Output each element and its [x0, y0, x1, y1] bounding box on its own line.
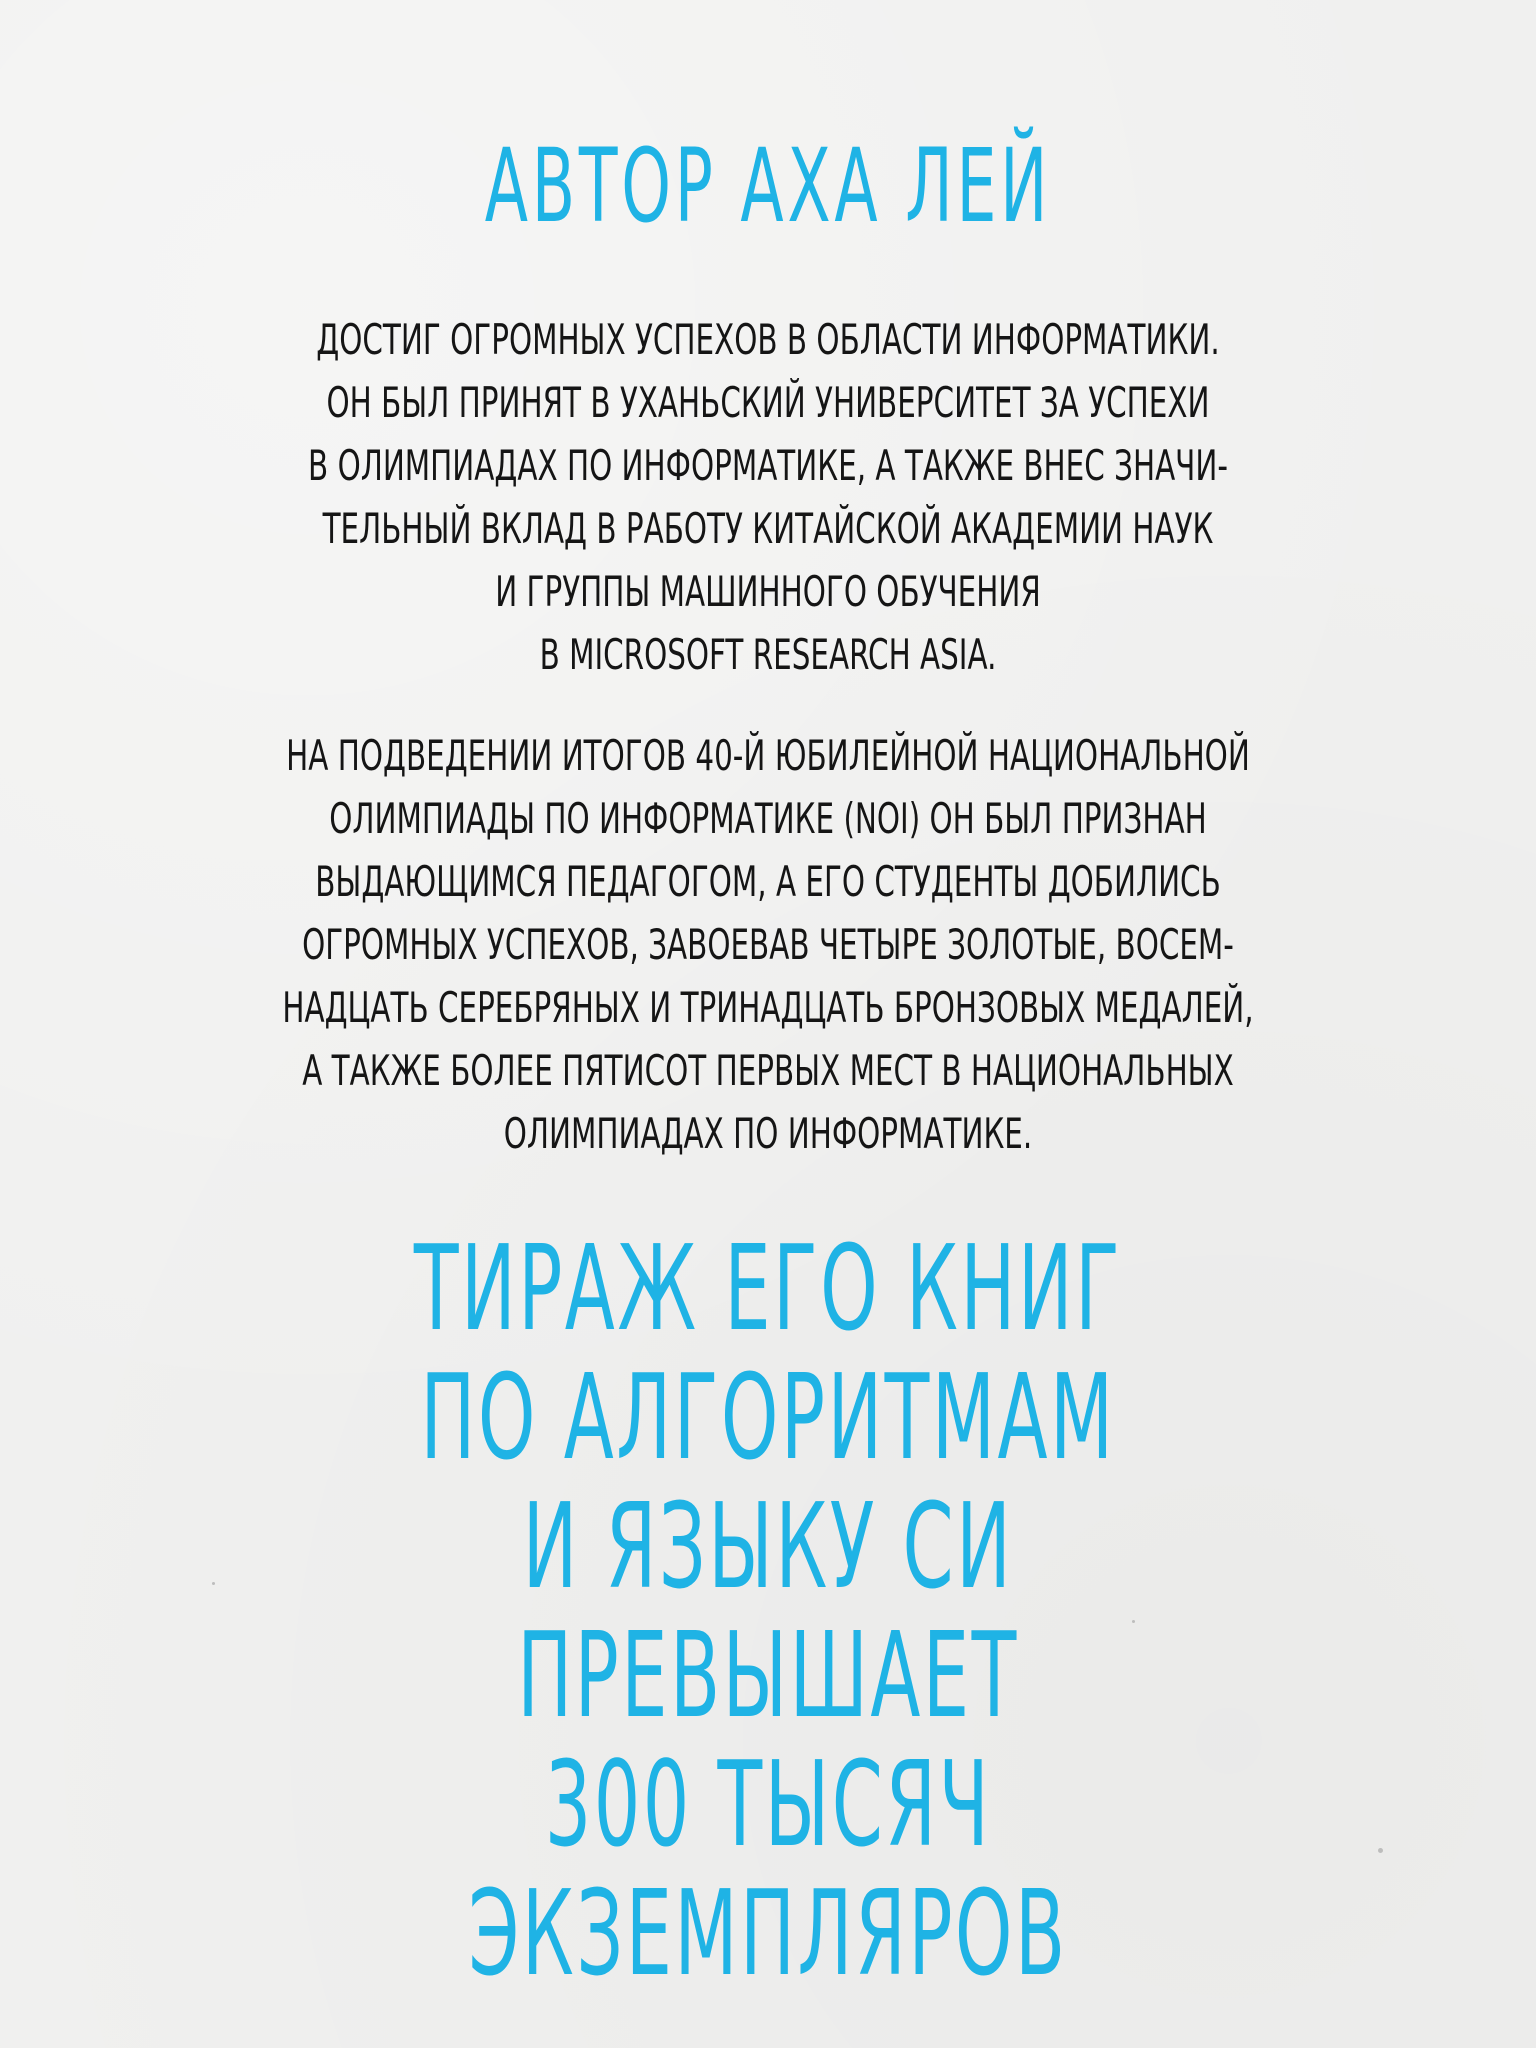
text-line: В ОЛИМПИАДАХ ПО ИНФОРМАТИКЕ, А ТАКЖЕ ВНЕС ЗНАЧИ-	[308, 441, 1228, 490]
text-line: А ТАКЖЕ БОЛЕЕ ПЯТИСОТ ПЕРВЫХ МЕСТ В НАЦИОНАЛЬНЫХ	[302, 1046, 1234, 1095]
text-line: В MICROSOFT RESEARCH ASIA.	[539, 630, 997, 679]
text-line: ТЕЛЬНЫЙ ВКЛАД В РАБОТУ КИТАЙСКОЙ АКАДЕМИИ НАУК	[322, 504, 1214, 553]
text-line: ОН БЫЛ ПРИНЯТ В УХАНЬСКИЙ УНИВЕРСИТЕТ ЗА УСПЕХИ	[326, 378, 1210, 427]
text-line: НАДЦАТЬ СЕРЕБРЯНЫХ И ТРИНАДЦАТЬ БРОНЗОВЫХ МЕДАЛЕЙ,	[282, 983, 1254, 1032]
text-line: ОЛИМПИАДАХ ПО ИНФОРМАТИКЕ.	[503, 1109, 1033, 1158]
bio-paragraph-olympiad	[0, 724, 1536, 1165]
highlight-statement	[292, 1219, 1244, 2002]
paper-speck	[212, 1582, 215, 1585]
highlight-line: ТИРАЖ ЕГО КНИГ	[413, 1219, 1123, 1357]
bio-paragraph-achievements	[0, 308, 1536, 686]
text-line: НА ПОДВЕДЕНИИ ИТОГОВ 40-Й ЮБИЛЕЙНОЙ НАЦИОНАЛЬНОЙ	[286, 731, 1250, 780]
highlight-line: ЭКЗЕМПЛЯРОВ	[468, 1864, 1068, 2002]
text-line: ОГРОМНЫХ УСПЕХОВ, ЗАВОЕВАВ ЧЕТЫРЕ ЗОЛОТЫЕ, ВОСЕМ-	[302, 920, 1234, 969]
text-line: ДОСТИГ ОГРОМНЫХ УСПЕХОВ В ОБЛАСТИ ИНФОРМАТИКИ.	[316, 315, 1220, 364]
text-line: ВЫДАЮЩИМСЯ ПЕДАГОГОМ, А ЕГО СТУДЕНТЫ ДОБИЛИСЬ	[315, 857, 1221, 906]
highlight-line: ПРЕВЫШАЕТ	[517, 1606, 1019, 1744]
paper-speck	[1378, 1848, 1383, 1853]
highlight-line: ПО АЛГОРИТМАМ	[420, 1348, 1116, 1486]
text-line: И ГРУППЫ МАШИННОГО ОБУЧЕНИЯ	[495, 567, 1041, 616]
page-title: АВТОР АХА ЛЕЙ	[484, 127, 1052, 246]
highlight-line: 300 ТЫСЯЧ	[544, 1735, 992, 1873]
text-line: ОЛИМПИАДЫ ПО ИНФОРМАТИКЕ (NOI) ОН БЫЛ ПРИЗНАН	[329, 794, 1207, 843]
highlight-line: И ЯЗЫКУ СИ	[522, 1477, 1014, 1615]
